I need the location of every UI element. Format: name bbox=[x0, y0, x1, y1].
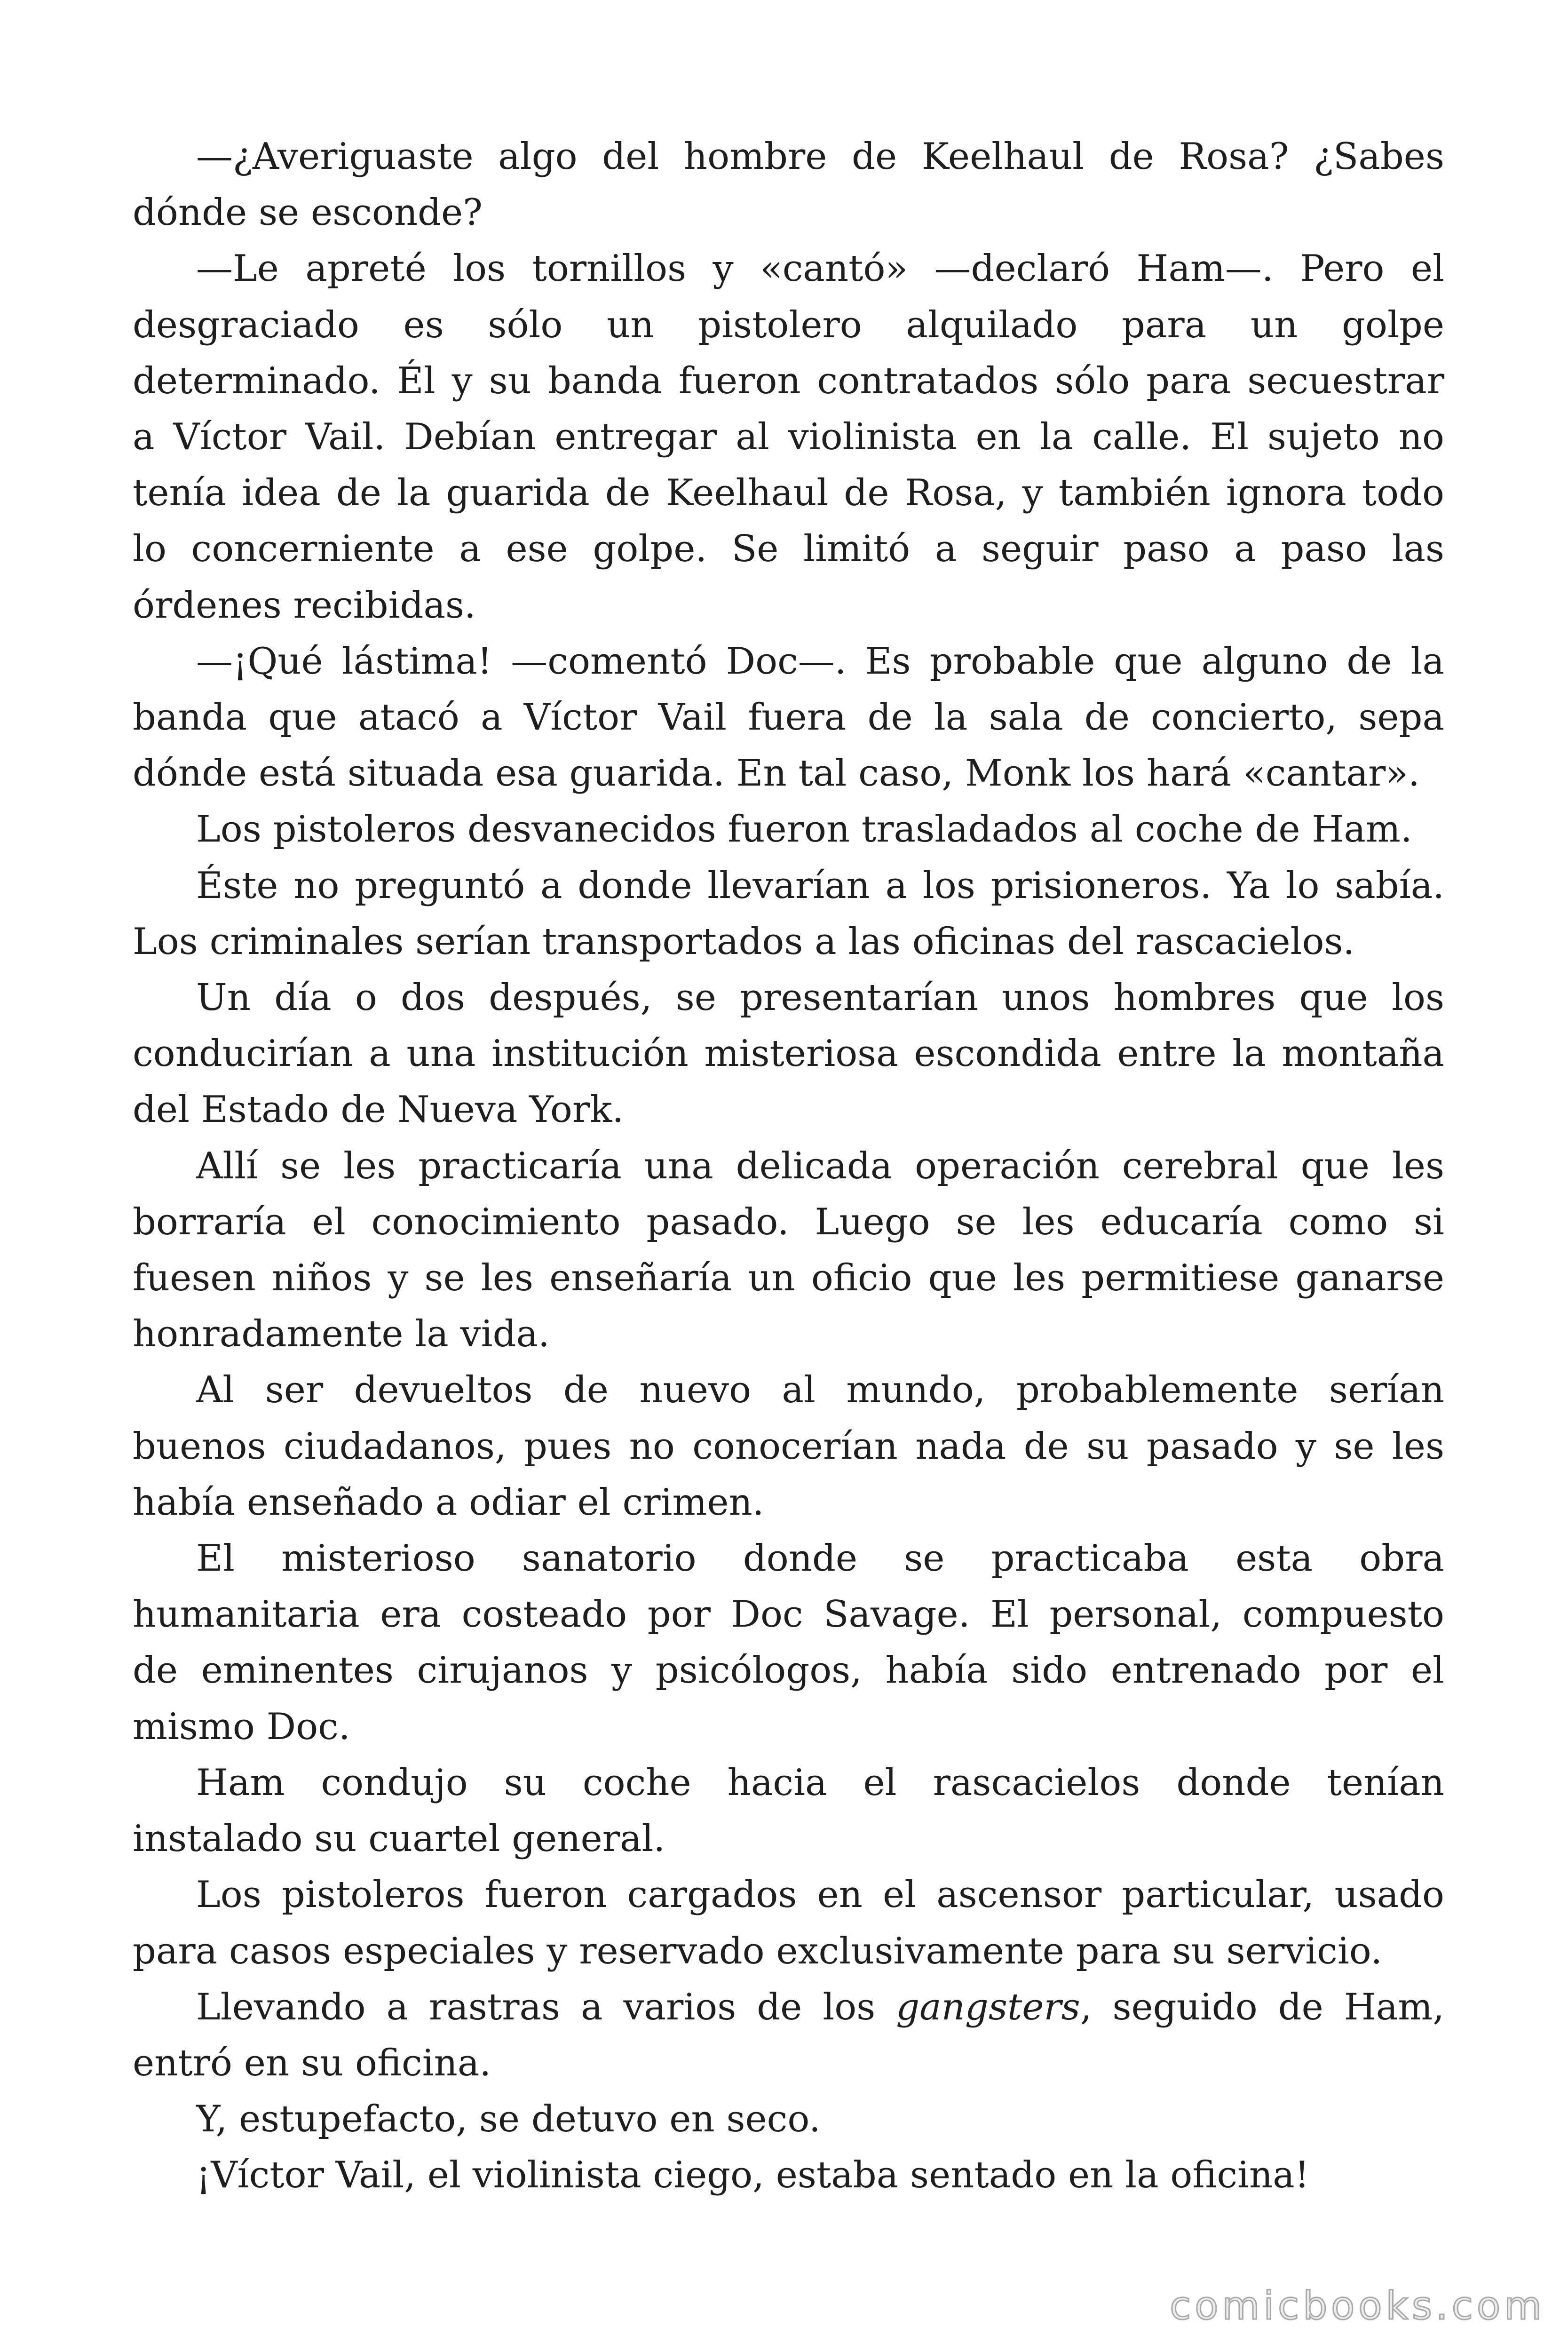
text-run: Llevando a rastras a varios de los bbox=[196, 1986, 896, 2028]
text-line: honradamente la vida. bbox=[133, 1313, 550, 1356]
text-line: dónde se esconde? bbox=[133, 191, 483, 234]
text-line: había enseñado a odiar el crimen. bbox=[133, 1481, 764, 1524]
text-line: El misterioso sanatorio donde se practicaba esta obra bbox=[196, 1537, 1444, 1580]
paragraph bbox=[133, 2091, 1444, 2147]
text-line: Un día o dos después, se presentarían unos hombres que los bbox=[196, 977, 1444, 1019]
text-line: Los pistoleros desvanecidos fueron trasladados al coche de Ham. bbox=[196, 808, 1412, 851]
text-line: fuesen niños y se les enseñaría un oficio que les permitiese ganarse bbox=[133, 1257, 1444, 1300]
text-line: banda que atacó a Víctor Vail fuera de la sala de concierto, sepa bbox=[133, 696, 1444, 739]
text-line: instalado su cuartel general. bbox=[133, 1818, 665, 1860]
paragraph bbox=[133, 1138, 1444, 1363]
text-line: —¿Averiguaste algo del hombre de Keelhaul de Rosa? ¿Sabes bbox=[196, 135, 1444, 178]
text-line: Éste no preguntó a donde llevarían a los prisioneros. Ya lo sabía. bbox=[196, 864, 1444, 907]
text-line: conducirían a una institución misteriosa escondida entre la montaña bbox=[133, 1033, 1444, 1075]
text-line: mismo Doc. bbox=[133, 1705, 350, 1748]
text-line: para casos especiales y reservado exclusivamente para su servicio. bbox=[133, 1930, 1383, 1972]
text-line: tenía idea de la guarida de Keelhaul de Rosa, y también ignora todo bbox=[133, 472, 1444, 515]
text-line: dónde está situada esa guarida. En tal caso, Monk los hará «cantar». bbox=[133, 752, 1420, 795]
text-line: desgraciado es sólo un pistolero alquilado para un golpe bbox=[133, 303, 1444, 346]
text-line: Los pistoleros fueron cargados en el ascensor particular, usado bbox=[196, 1874, 1444, 1916]
text-line: Y, estupefacto, se detuvo en seco. bbox=[196, 2098, 821, 2141]
text-line: del Estado de Nueva York. bbox=[133, 1089, 624, 1131]
text-line: Al ser devueltos de nuevo al mundo, probablemente serían bbox=[196, 1369, 1444, 1412]
watermark: comicbooks.com bbox=[1170, 2284, 1545, 2328]
italic-text-run: gangsters bbox=[896, 1986, 1080, 2028]
text-line: humanitaria era costeado por Doc Savage. El personal, compuesto bbox=[133, 1593, 1444, 1636]
page-body bbox=[133, 129, 1444, 2204]
text-line: lo concerniente a ese golpe. Se limitó a seguir paso a paso las bbox=[133, 528, 1444, 571]
text-line: —¡Qué lástima! —comentó Doc—. Es probable que alguno de la bbox=[196, 640, 1444, 683]
text-line: Allí se les practicaría una delicada operación cerebral que les bbox=[196, 1144, 1444, 1187]
text-line: determinado. Él y su banda fueron contratados sólo para secuestrar bbox=[133, 359, 1444, 402]
paragraph bbox=[133, 970, 1444, 1138]
paragraph bbox=[133, 129, 1444, 241]
text-line: Ham condujo su coche hacia el rascacielos donde tenían bbox=[196, 1761, 1444, 1804]
text-line bbox=[133, 1979, 1444, 2035]
text-line: entró en su oficina. bbox=[133, 2042, 491, 2084]
text-line: borraría el conocimiento pasado. Luego se les educaría como si bbox=[133, 1200, 1444, 1243]
text-line: a Víctor Vail. Debían entregar al violinista en la calle. El sujeto no bbox=[133, 416, 1444, 459]
paragraph bbox=[133, 1979, 1444, 2091]
paragraph bbox=[133, 858, 1444, 970]
text-line: Los criminales serían transportados a las oficinas del rascacielos. bbox=[133, 920, 1355, 963]
text-run: , seguido de Ham, bbox=[1080, 1986, 1444, 2028]
paragraph bbox=[133, 1867, 1444, 1979]
paragraph bbox=[133, 1531, 1444, 1755]
paragraph bbox=[133, 802, 1444, 858]
text-line: —Le apreté los tornillos y «cantó» —declaró Ham—. Pero el bbox=[196, 247, 1444, 290]
paragraph bbox=[133, 634, 1444, 802]
text-line: de eminentes cirujanos y psicólogos, había sido entrenado por el bbox=[133, 1649, 1444, 1692]
paragraph bbox=[133, 1755, 1444, 1867]
paragraph bbox=[133, 2147, 1444, 2203]
text-line: órdenes recibidas. bbox=[133, 584, 476, 627]
text-line: ¡Víctor Vail, el violinista ciego, estaba sentado en la oficina! bbox=[196, 2154, 1310, 2197]
paragraph bbox=[133, 1362, 1444, 1531]
paragraph bbox=[133, 241, 1444, 633]
text-line: buenos ciudadanos, pues no conocerían nada de su pasado y se les bbox=[133, 1425, 1444, 1468]
